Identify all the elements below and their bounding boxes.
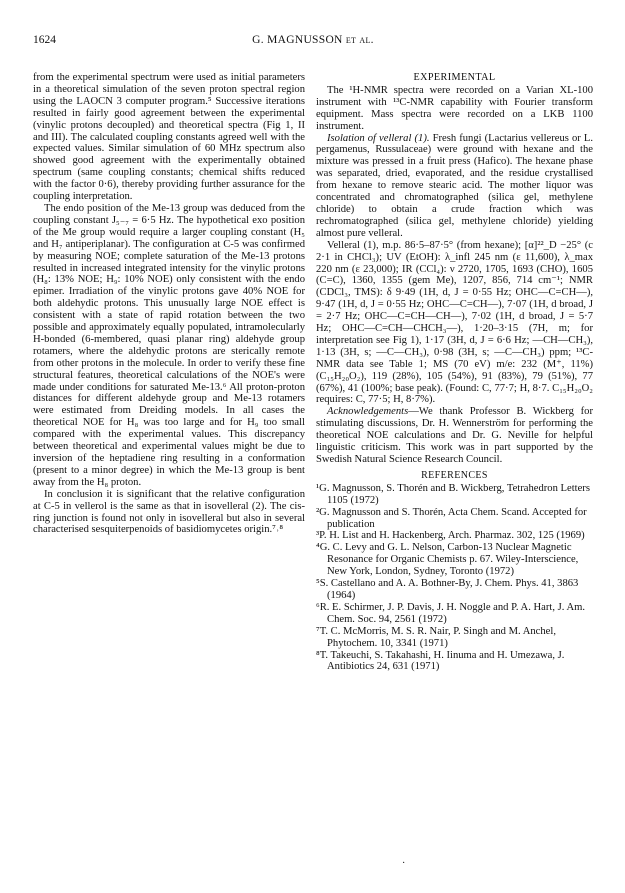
acknowledgements-paragraph bbox=[316, 406, 593, 466]
reference-item: ²G. Magnusson and S. Thorén, Acta Chem. Scand. Accepted for publication bbox=[316, 506, 587, 530]
acknowledgements-text: —We thank Professor B. Wickberg for stimulating discussions, Dr. H. Wennerström for performing the theoretical NOE calculations and Dr. G. Neville for helpful linguistic criticism. This work was in part supported by the Swedish Natural Science Research Council. bbox=[316, 406, 593, 465]
left-column bbox=[33, 72, 305, 536]
reference-item: ⁸T. Takeuchi, S. Takahashi, H. Iinuma and H. Umezawa, J. Antibiotics 24, 631 (1971) bbox=[316, 649, 565, 673]
reference-item: ⁴G. C. Levy and G. L. Nelson, Carbon-13 Nuclear Magnetic Resonance for Organic Chemists p. 67. Wiley-Interscience, New York, London, Sydney, Toronto (1972) bbox=[316, 542, 579, 578]
isolation-label: Isolation of velleral (1). bbox=[327, 132, 430, 144]
reference-item: ¹G. Magnusson, S. Thorén and B. Wickberg, Tetrahedron Letters 1105 (1972) bbox=[316, 482, 590, 506]
acknowledgements-label: Acknowledgements bbox=[327, 406, 409, 418]
right-column bbox=[316, 72, 593, 673]
page-header bbox=[33, 34, 593, 50]
body-paragraph-continued: from the experimental spectrum were used as initial parameters in a theoretical simulation of the seven proton spectral region using the LAOCN 3 computer program.⁵ Successive iterations resulted in fairly good agreement between the experimental (vinylic protons decoupled) and theoretical spectra (Fig 1, II and III). The calculated coupling constants agreed well with the expected values. Similar simulation of 60 MHz spectrum also showed good agreement with the experimentally obtained spectrum (same coupling constants; chemical shifts reduced with the factor 0·6), thereby providing further assurance for the coupling interpretation. bbox=[33, 72, 305, 203]
page-number: 1624 bbox=[33, 34, 56, 46]
body-paragraph-conclusion: In conclusion it is significant that the relative configuration at C-5 in vellerol is the same as that in isovelleral (2). The cis-ring junction is found not only in isovelleral but also in several characterised sesquiterpenoids of basidiomycetes origin.⁷˒⁸ bbox=[33, 488, 305, 536]
experimental-heading: EXPERIMENTAL bbox=[413, 72, 496, 83]
footer-mark: · bbox=[402, 858, 406, 869]
reference-item: ⁶R. E. Schirmer, J. P. Davis, J. H. Noggle and P. A. Hart, J. Am. Chem. Soc. 94, 2561 (1972) bbox=[316, 601, 585, 625]
references-list bbox=[316, 483, 593, 674]
velleral-data-paragraph: Velleral (1), m.p. 86·5–87·5° (from hexane); [α]²²_D −25° (c 2·1 in CHCl₃); UV (EtOH): λ_infl 245 nm (ε 11,600), λ_max 220 nm (ε 23,000); IR (CCl₄): ν 2720, 1705, 1693 (CHO), 1605 (C=C), 1360, 1355 (gem Me), 1207, 856, 714 cm⁻¹; NMR (CDCl₃, TMS): δ 9·49 (1H, d, J = 0·55 Hz; OHC—C=CH—), 9·47 (1H, d, J = 0·55 Hz; OHC—C=CH—), 7·07 (1H, d broad, J = 2·7 Hz; OHC—C=CH—CH—), 7·02 (1H, d broad, J = 5·7 Hz; OHC—C=CH—CHCH₃—), 1·20–3·15 (7H, m; for interpretation see Fig 1), 1·17 (3H, d, J = 6·6 Hz; —CH—CH₃), 1·13 (3H, s; —C—CH₃), 0·98 (3H, s; —C—CH₃) ppm; ¹³C-NMR data see Table 1; MS (70 eV) m/e: 232 (M⁺, 11%) (C₁₅H₂₀O₂), 119 (28%), 105 (54%), 91 (83%), 79 (51%), 77 (67%), 41 (100%; base peak). (Found: C, 77·7; H, 8·7. C₁₅H₂₀O₂ requires: C, 77·5; H, 8·7%). bbox=[316, 239, 593, 406]
running-title: G. MAGNUSSON et al. bbox=[252, 34, 374, 46]
experimental-intro: The ¹H-NMR spectra were recorded on a Varian XL-100 instrument with ¹³C-NMR capability with Fourier transform equipment. Mass spectra were recorded on a LKB 1100 instrument. bbox=[316, 84, 593, 132]
reference-item: ³P. H. List and H. Hackenberg, Arch. Pharmaz. 302, 125 (1969) bbox=[316, 530, 585, 542]
isolation-paragraph bbox=[316, 133, 593, 240]
body-paragraph-endo-position: The endo position of the Me-13 group was deduced from the coupling constant J₅₋₇ = 6·5 Hz. The hypothetical exo position of the Me group would require a larger coupling constant (H₅ and H₇ antiperiplanar). The configuration at C-5 was confirmed by measuring NOE; complete saturation of the Me-13 protons resulted in increased integrated intensity for the vinylic protons (H₈: 13% NOE; H₉: 10% NOE) only consistent with the endo epimer. Irradiation of the vinylic protons gave 40% NOE for both aldehydic protons. This unusually large NOE effect is consistent with a state of rapid rotation between the two possible and approximately equally populated, intramolecularly H-bonded (6-membered, quasi planar ring) aldehyde group rotamers, where the aldehydic protons are sterically remote from other protons in the molecule. In order to verify these fine structural features, theoretical calculations of the NOE's were made under conditions for saturated Me-13.⁶ All proton-proton distances for different aldehyde group and Me-13 rotamers were estimated from Dreiding models. In all cases the theoretical NOE for H₈ was too large and for H₉ too small compared with the experimental values. This discrepancy between theoretical and experimental values might be due to inversion of the heptadiene ring resulting in a conformation (present to a minor degree) in which the Me-13 group is bent away from the H₈ proton. bbox=[33, 202, 305, 488]
references-heading: REFERENCES bbox=[421, 469, 488, 481]
reference-item: ⁵S. Castellano and A. A. Bothner-By, J. Chem. Phys. 41, 3863 (1964) bbox=[316, 578, 579, 601]
isolation-text: Fresh fungi (Lactarius vellereus or L. pergamenus, Russulaceae) were ground with hexane and the mixture was pressed in a fruit press (Hafico). The hexane phase was separated, dried, evaporated, and the residue crystallised from hexane to remove stearic acid. The mother liquor was concentrated and chromatographed (silica gel, methylene chloride) to obtain a crude fraction which was rechromatographed (silica gel, methylene chloride) yielding almost pure velleral. bbox=[316, 132, 593, 239]
reference-item: ⁷T. C. McMorris, M. S. R. Nair, P. Singh and M. Anchel, Phytochem. 10, 3341 (1971) bbox=[316, 625, 556, 649]
